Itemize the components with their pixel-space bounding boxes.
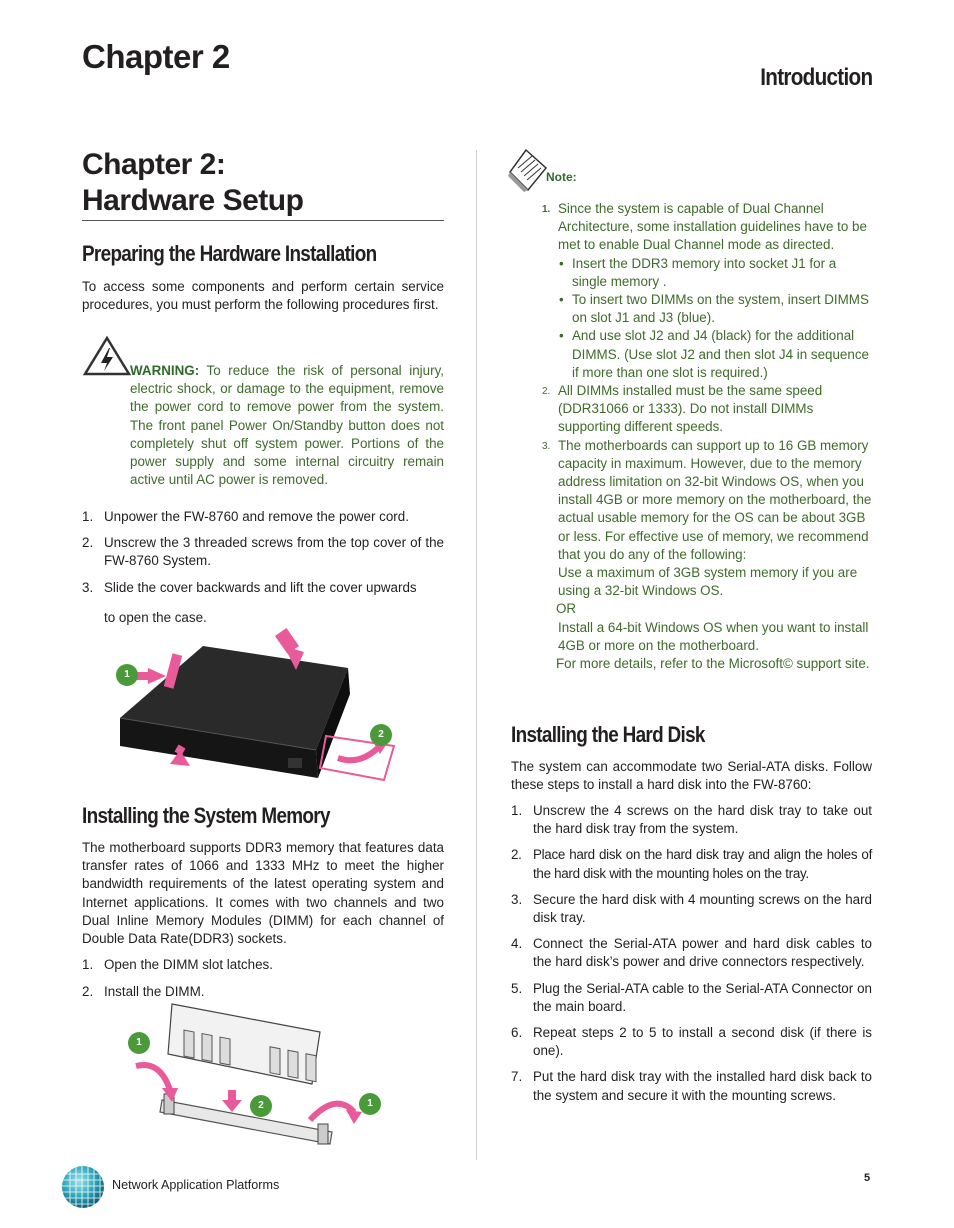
list-item xyxy=(82,508,444,526)
dimm-illustration xyxy=(122,1000,382,1160)
note-item-number: 2. xyxy=(542,386,551,398)
warning-body: To reduce the risk of personal injury, electric shock, or damage to the equipment, remove the power cord to remove power from the system. The front panel Power On/Standby button does not completely shut off system power. Portions of the power supply and some internal circuitry remain active until AC power is removed. xyxy=(130,363,444,488)
list-item xyxy=(511,846,872,882)
hdd-heading: Installing the Hard Disk xyxy=(511,722,705,747)
step-text: Unpower the FW-8760 and remove the power cord. xyxy=(104,509,409,524)
step-number: 2. xyxy=(511,847,522,863)
list-item xyxy=(82,983,444,1001)
step-text: Open the DIMM slot latches. xyxy=(104,957,273,972)
step-number: 1. xyxy=(511,803,523,818)
section-header: Introduction xyxy=(759,64,872,91)
list-item xyxy=(511,802,872,838)
chassis-illustration xyxy=(108,628,408,788)
list-item xyxy=(511,935,872,971)
figure-badge: 1 xyxy=(359,1093,381,1115)
note-item-number: 1. xyxy=(542,204,551,215)
step-number: 5. xyxy=(511,980,523,996)
note-option: Install a 64-bit Windows OS when you want to install 4GB or more on the motherboard. xyxy=(558,619,869,653)
note-bullets xyxy=(542,255,872,382)
step-text: Secure the hard disk with 4 mounting screws on the hard disk tray. xyxy=(533,891,872,926)
prep-intro: To access some components and perform certain service procedures, you must perform the following procedures first. xyxy=(82,279,444,313)
note-item-text: The motherboards can support up to 16 GB memory capacity in maximum. However, due to the memory address limitation on 32-bit Windows OS, when you install 4GB or more memory on the motherboard, the actual usable memory for the OS can be about 3GB or less. For effective use of memory, we recommend that you do any of the following: xyxy=(558,437,872,562)
memory-steps xyxy=(82,956,444,1001)
title-divider xyxy=(82,220,444,221)
list-item xyxy=(511,1024,872,1060)
page-number: 5 xyxy=(864,1172,871,1184)
note-option: Use a maximum of 3GB system memory if you are using a 32-bit Windows OS. xyxy=(558,565,858,599)
note-item xyxy=(542,200,872,255)
chapter-title-line2: Hardware Setup xyxy=(82,184,304,217)
hdd-intro: The system can accommodate two Serial-ATA disks. Follow these steps to install a hard disk into the FW-8760: xyxy=(511,759,872,793)
step-number: 1. xyxy=(82,509,94,524)
note-or: OR xyxy=(556,601,577,617)
step-number: 3. xyxy=(511,891,523,907)
note-item-number: 3. xyxy=(542,440,551,452)
figure-badge: 2 xyxy=(250,1095,272,1117)
step-text: Place hard disk on the hard disk tray and align the holes of the hard disk with the mounting holes on the tray. xyxy=(533,847,872,881)
list-item xyxy=(511,980,872,1016)
note-icon xyxy=(508,148,548,192)
step-number: 2. xyxy=(82,984,94,1000)
column-divider xyxy=(476,150,477,1160)
step-number: 3. xyxy=(82,579,94,595)
globe-logo-icon xyxy=(60,1164,106,1210)
note-bullet: • To insert two DIMMs on the system, insert DIMMS on slot J1 and J3 (blue). xyxy=(558,291,872,327)
chapter-title-line1: Chapter 2: xyxy=(82,148,226,181)
step-number: 1. xyxy=(82,957,94,972)
step-text: Slide the cover backwards and lift the cover upwards xyxy=(104,579,417,595)
step-number: 2. xyxy=(82,535,94,551)
list-item xyxy=(82,956,444,974)
note-bullet: • Insert the DDR3 memory into socket J1 for a single memory . xyxy=(558,255,872,291)
note-item-text: Since the system is capable of Dual Channel Architecture, some installation guidelines have to be met to enable Dual Channel mode as directed. xyxy=(558,201,867,253)
chapter-header: Chapter 2 xyxy=(82,38,230,75)
note-item xyxy=(542,382,872,437)
step-number: 7. xyxy=(511,1069,523,1085)
note-item-text: All DIMMs installed must be the same speed (DDR31066 or 1333). Do not install DIMMs supporting different speeds. xyxy=(558,383,823,435)
figure-badge: 2 xyxy=(370,724,392,746)
figure-badge: 1 xyxy=(128,1032,150,1054)
step-text: Put the hard disk tray with the installed hard disk back to the system and secure it with the mounting screws. xyxy=(533,1069,872,1103)
step-number: 4. xyxy=(511,936,523,952)
step-text: Install the DIMM. xyxy=(104,984,205,1000)
note-bullet: • And use slot J2 and J4 (black) for the additional DIMMS. (Use slot J2 and then slot J4 in sequence if more than one slot is required.) xyxy=(558,327,872,382)
step-text: Plug the Serial-ATA cable to the Serial-ATA Connector on the main board. xyxy=(533,980,872,1014)
warning-icon xyxy=(82,335,132,377)
footer-text: Network Application Platforms xyxy=(112,1178,280,1192)
memory-heading: Installing the System Memory xyxy=(82,803,330,828)
note-list xyxy=(542,200,872,673)
hdd-steps xyxy=(511,802,872,1105)
list-item xyxy=(82,579,444,597)
prep-heading: Preparing the Hardware Installation xyxy=(82,241,377,266)
list-item xyxy=(511,891,872,927)
list-item xyxy=(82,534,444,570)
warning-label: WARNING: xyxy=(130,363,200,378)
warning-text xyxy=(130,362,444,489)
note-more: For more details, refer to the Microsoft© support site. xyxy=(556,656,870,672)
step-number: 6. xyxy=(511,1025,523,1041)
figure-badge: 1 xyxy=(116,664,138,686)
memory-intro: The motherboard supports DDR3 memory that features data transfer rates of 1066 and 1333 MHz to meet the higher bandwidth requirements of the latest operating system and Internet applications. It comes with two channels and two Dual Inline Memory Modules (DIMM) for each channel of Double Data Rate(DDR3) sockets. xyxy=(82,840,444,947)
note-label: Note: xyxy=(546,170,577,184)
chapter-title xyxy=(82,147,444,219)
step3-continuation: to open the case. xyxy=(104,610,207,625)
prep-steps xyxy=(82,508,444,597)
step-text: Repeat steps 2 to 5 to install a second disk (if there is one). xyxy=(533,1025,872,1059)
step-text: Unscrew the 4 screws on the hard disk tray to take out the hard disk tray from the system. xyxy=(533,803,872,837)
step-text: Connect the Serial-ATA power and hard disk cables to the hard disk’s power and drive connectors respectively. xyxy=(533,936,872,970)
list-item xyxy=(511,1068,872,1104)
step-text: Unscrew the 3 threaded screws from the top cover of the FW-8760 System. xyxy=(104,535,444,569)
note-item xyxy=(542,437,872,564)
